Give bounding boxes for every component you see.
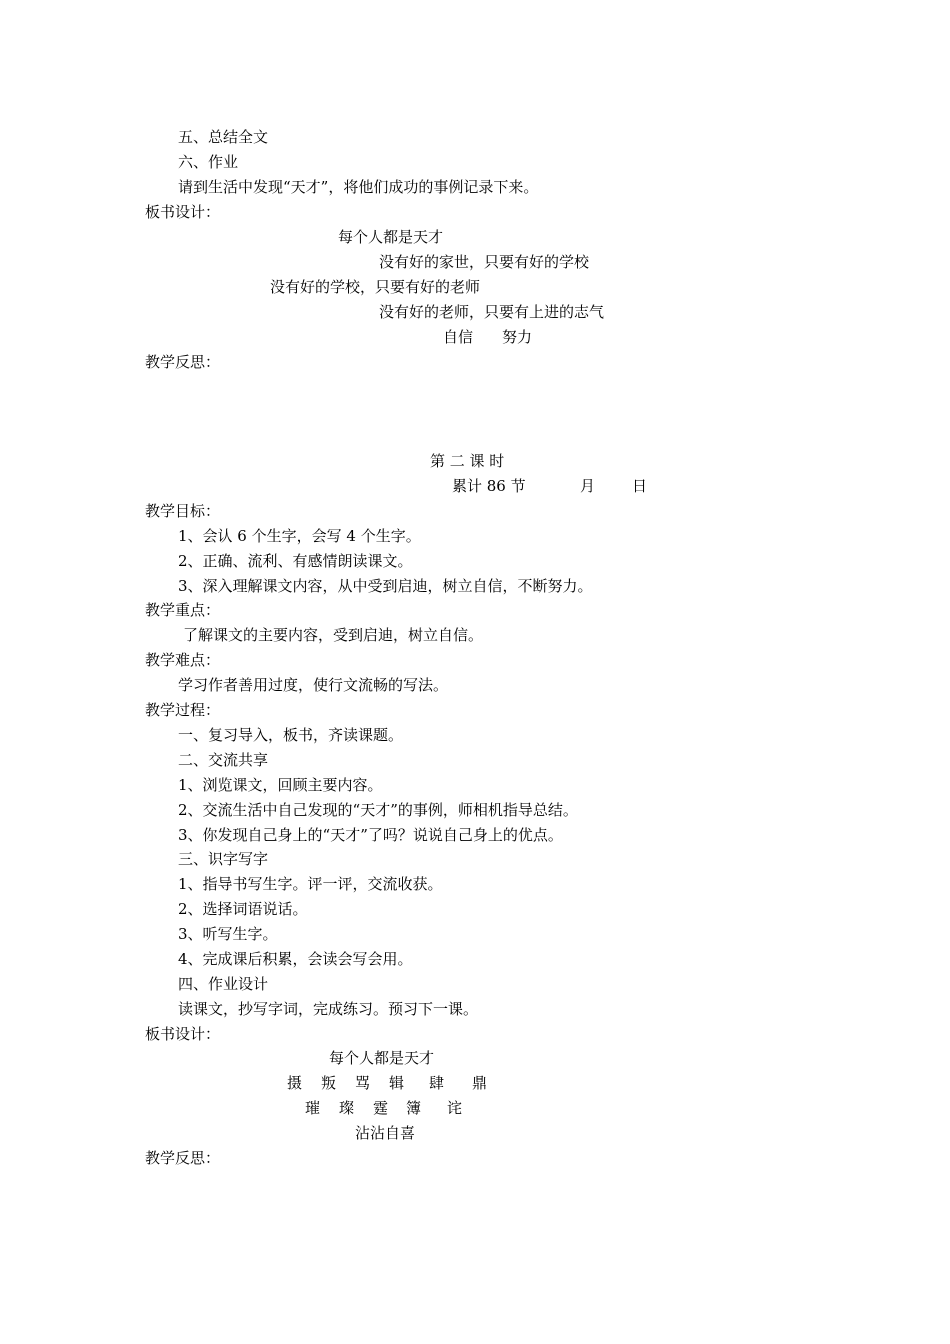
board-line: 没有好的老师，只要有上进的志气 [379, 303, 605, 321]
step-item: 1、指导书写生字。评一评，交流收获。 [178, 875, 443, 893]
step-heading: 四、作业设计 [178, 975, 269, 993]
day-label: 日 [632, 477, 648, 495]
cumulative-count: 累计 86 节 [452, 477, 526, 495]
summary-heading: 五、总结全文 [178, 128, 269, 146]
board-line: 没有好的家世，只要有好的学校 [379, 253, 590, 271]
board-char: 骂 [355, 1074, 371, 1092]
board-line: 没有好的学校，只要有好的老师 [270, 278, 481, 296]
reflection-label: 教学反思： [145, 1149, 221, 1167]
board-word: 努力 [502, 328, 533, 346]
step-item: 3、你发现自己身上的“天才”了吗？说说自己身上的优点。 [178, 826, 563, 844]
step-item: 4、完成课后积累，会读会写会用。 [178, 950, 413, 968]
step-item: 读课文，抄写字词，完成练习。预习下一课。 [178, 1000, 479, 1018]
month-label: 月 [580, 477, 596, 495]
board-title: 每个人都是天才 [329, 1049, 435, 1067]
board-word: 自信 [443, 328, 474, 346]
lesson-title: 第 二 课 时 [430, 452, 505, 470]
reflection-label: 教学反思： [145, 353, 221, 371]
board-char: 摄 [287, 1074, 303, 1092]
step-heading: 三、识字写字 [178, 850, 269, 868]
difficulty-label: 教学难点： [145, 651, 221, 669]
board-char: 璀 [305, 1099, 321, 1117]
homework-text: 请到生活中发现“天才”，将他们成功的事例记录下来。 [178, 178, 539, 196]
board-char: 璨 [339, 1099, 355, 1117]
board-char: 诧 [447, 1099, 463, 1117]
step-item: 3、听写生字。 [178, 925, 278, 943]
board-char: 霆 [373, 1099, 389, 1117]
step-heading: 二、交流共享 [178, 751, 269, 769]
difficulty-text: 学习作者善用过度，使行文流畅的写法。 [178, 676, 449, 694]
board-char: 肆 [429, 1074, 445, 1092]
board-char: 鼎 [472, 1074, 488, 1092]
goal-item: 1、会认 6 个生字，会写 4 个生字。 [178, 527, 421, 545]
key-points-text: 了解课文的主要内容，受到启迪，树立自信。 [183, 626, 484, 644]
homework-heading: 六、作业 [178, 153, 239, 171]
board-phrase: 沾沾自喜 [355, 1124, 416, 1142]
step-heading: 一、复习导入，板书，齐读课题。 [178, 726, 404, 744]
goal-item: 2、正确、流利、有感情朗读课文。 [178, 552, 413, 570]
board-char: 叛 [321, 1074, 337, 1092]
step-item: 2、交流生活中自己发现的“天才”的事例，师相机指导总结。 [178, 801, 578, 819]
goal-item: 3、深入理解课文内容，从中受到启迪，树立自信，不断努力。 [178, 577, 593, 595]
step-item: 1、浏览课文，回顾主要内容。 [178, 776, 383, 794]
goals-label: 教学目标： [145, 502, 221, 520]
process-label: 教学过程： [145, 701, 221, 719]
board-char: 辑 [389, 1074, 405, 1092]
board-title: 每个人都是天才 [338, 228, 444, 246]
board-design-label: 板书设计： [145, 203, 221, 221]
key-points-label: 教学重点： [145, 601, 221, 619]
board-design-label: 板书设计： [145, 1025, 221, 1043]
step-item: 2、选择词语说话。 [178, 900, 308, 918]
board-char: 簿 [406, 1099, 422, 1117]
